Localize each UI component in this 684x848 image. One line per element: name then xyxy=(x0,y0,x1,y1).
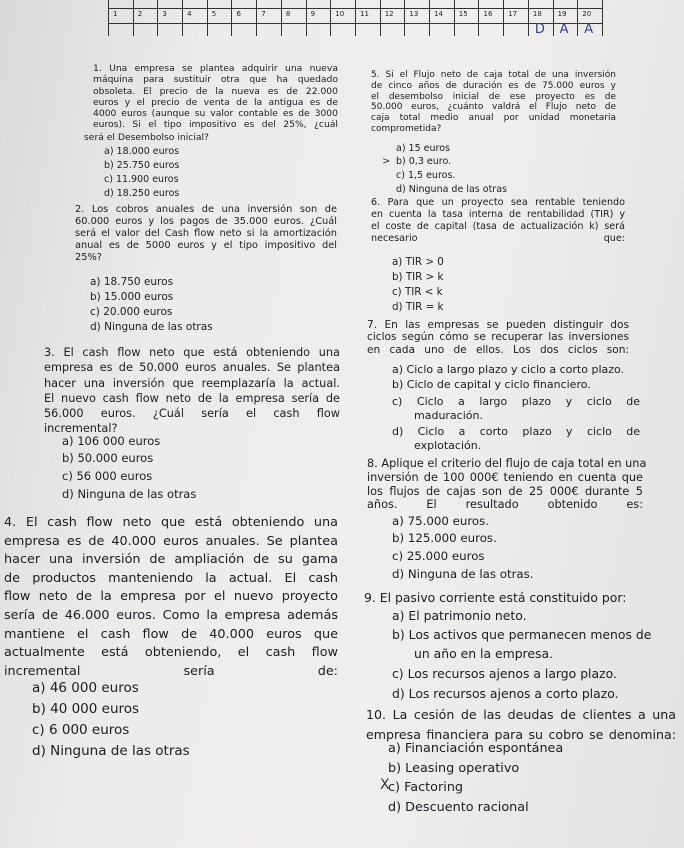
q9-option-a: a) El patrimonio neto. xyxy=(392,608,527,623)
q8-line: inversión de 100 000€ teniendo en cuenta que xyxy=(367,470,643,484)
answer-cell-8 xyxy=(282,0,307,36)
q7-option-d: d) Ciclo a corto plazo y ciclo de xyxy=(392,425,640,438)
answer-cell-number: 12 xyxy=(384,10,394,18)
handwritten-answer-20: A xyxy=(584,22,594,37)
q1-line: euros). Si el tipo impositivo es del 25%, ¿cuál xyxy=(93,119,338,131)
q4-line: actualmente está obteniendo, el cash flow xyxy=(4,645,338,661)
q8-option-a: a) 75.000 euros. xyxy=(392,514,490,528)
answer-cell-13 xyxy=(405,0,430,36)
q1-line: obsoleta. El precio de la nueva es de 22.000 xyxy=(93,85,338,97)
q3-option-d: d) Ninguna de las otras xyxy=(62,487,197,501)
answer-cell-11 xyxy=(356,0,381,36)
handwritten-mark-q10: X xyxy=(380,777,390,793)
q8-line: años. El resultado obtenido es: xyxy=(367,498,643,512)
q3-option-a: a) 106 000 euros xyxy=(62,434,161,448)
q3-line: empresa es de 50.000 euros anuales. Se plantea xyxy=(44,361,340,375)
answer-cell-2 xyxy=(134,0,159,36)
q2-option-d: d) Ninguna de las otras xyxy=(90,321,213,333)
q9-line: 9. El pasivo corriente está constituido por: xyxy=(364,590,627,605)
answer-cell-14 xyxy=(430,0,455,36)
q7-line: en cada uno de ellos. Los dos ciclos son: xyxy=(367,343,629,356)
q9-option-c: c) Los recursos ajenos a largo plazo. xyxy=(392,666,617,681)
handwritten-answer-19: A xyxy=(559,22,569,37)
q6-option-d: d) TIR = k xyxy=(392,301,444,313)
q4-line: sería de 46.000 euros. Como la empresa además xyxy=(4,607,338,623)
q4-option-b: b) 40 000 euros xyxy=(32,701,140,717)
q1-line: 1. Una empresa se plantea adquirir una nueva xyxy=(93,63,338,74)
answer-cell-number: 20 xyxy=(582,10,592,18)
q6-line: el coste de capital (tasa de actualización k) será xyxy=(371,221,625,232)
q5-line: 50.000 euros, ¿cuánto valdrá el Flujo neto de xyxy=(371,102,616,113)
answer-cell-4 xyxy=(183,0,208,36)
q1-line: máquina para sustituir otra que ha quedado xyxy=(93,74,338,86)
q4-line: mantiene el cash flow de 40.000 euros que xyxy=(4,626,338,642)
answer-cell-number: 17 xyxy=(508,10,518,18)
q9-option-d: d) Los recursos ajenos a corto plazo. xyxy=(392,686,619,701)
q4-line: empresa es de 40.000 euros anuales. Se plantea xyxy=(4,533,338,549)
answer-cell-10 xyxy=(331,0,356,36)
q1-line: será el Desembolso inicial? xyxy=(84,132,209,143)
answer-cell-7 xyxy=(257,0,282,36)
q6-line: necesario que: xyxy=(371,233,625,244)
answer-cell-9 xyxy=(307,0,332,36)
q5-line: comprometida? xyxy=(371,123,442,134)
q10-option-b: b) Leasing operativo xyxy=(388,761,520,776)
q6-option-c: c) TIR < k xyxy=(392,286,443,298)
answer-grid xyxy=(108,0,603,36)
answer-cell-number: 18 xyxy=(532,10,542,18)
q5-option-c: c) 1,5 euros. xyxy=(396,170,456,181)
q5-line: de cinco años de duración es de 75.000 euros y xyxy=(371,80,616,91)
q8-option-b: b) 125.000 euros. xyxy=(392,531,497,545)
q7-line: 7. En las empresas se pueden distinguir dos xyxy=(367,319,629,331)
q9-option-b-cont: un año en la empresa. xyxy=(414,646,553,661)
q4-option-d: d) Ninguna de las otras xyxy=(32,743,190,759)
q5-line: caja total medio anual por unidad monetaria xyxy=(371,113,616,124)
q4-line: incremental sería de: xyxy=(4,663,338,679)
answer-cell-number: 6 xyxy=(236,10,241,18)
q4-line: flow neto de la empresa por el nuevo proyecto xyxy=(4,589,338,605)
q2-line: será el valor del Cash flow neto si la amortización xyxy=(75,228,337,239)
answer-cell-number: 4 xyxy=(187,10,192,18)
q2-option-b: b) 15.000 euros xyxy=(90,291,174,303)
q3-line: El nuevo cash flow neto de la empresa sería de xyxy=(44,391,340,405)
answer-cell-number: 15 xyxy=(458,10,468,18)
q3-line: 3. El cash flow neto que está obteniendo una xyxy=(44,346,340,359)
q7-line: ciclos según cómo se recuperar las inversiones xyxy=(367,331,629,344)
q3-line: 56.000 euros. ¿Cuál sería el cash flow xyxy=(44,407,340,421)
q3-option-c: c) 56 000 euros xyxy=(62,469,153,483)
answer-cell-number: 14 xyxy=(434,10,444,18)
q10-option-c: c) Factoring xyxy=(388,780,464,795)
answer-cell-number: 11 xyxy=(360,10,369,18)
q1-option-b: b) 25.750 euros xyxy=(104,160,180,171)
q5-option-d: d) Ninguna de las otras xyxy=(396,184,507,195)
q8-option-d: d) Ninguna de las otras. xyxy=(392,567,534,581)
q1-option-d: d) 18.250 euros xyxy=(104,188,180,199)
answer-cell-number: 19 xyxy=(557,10,567,18)
q7-option-b: b) Ciclo de capital y ciclo financiero. xyxy=(392,378,591,391)
q6-option-a: a) TIR > 0 xyxy=(392,256,444,268)
q6-option-b: b) TIR > k xyxy=(392,271,444,283)
q1-option-c: c) 11.900 euros xyxy=(104,174,179,185)
q5-line: 5. Si el Flujo neto de caja total de una inversión xyxy=(371,70,616,80)
answer-cell-3 xyxy=(158,0,183,36)
q4-line: hacer una inversión de ampliación de su gama xyxy=(4,552,338,568)
answer-cell-number: 7 xyxy=(261,10,266,18)
q1-line: 4000 euros (aunque su valor contable es de 3000 xyxy=(93,108,338,120)
answer-cell-17 xyxy=(504,0,529,36)
q1-line: euros y el precio de venta de la antigua es de xyxy=(93,96,338,108)
q5-option-b: b) 0,3 euro. xyxy=(396,156,452,167)
answer-cell-number: 5 xyxy=(211,10,217,18)
q5-line: el desembolso inicial de ese proyecto es de xyxy=(371,91,616,102)
q10-line: 10. La cesión de las deudas de clientes a una xyxy=(366,707,676,722)
answer-cell-12 xyxy=(381,0,406,36)
q2-line: 2. Los cobros anuales de una inversión son de xyxy=(75,204,337,215)
q8-line: los flujos de cajas son de 25 000€ durante 5 xyxy=(367,484,643,498)
q8-line: 8. Aplique el criterio del flujo de caja total en una xyxy=(367,457,647,470)
q1-option-a: a) 18.000 euros xyxy=(104,146,180,157)
answer-cell-1 xyxy=(109,0,134,36)
answer-cell-number: 8 xyxy=(285,10,291,18)
q2-line: anual es de 5000 euros y el tipo impositivo del xyxy=(75,240,337,251)
q7-option-c-cont: maduración. xyxy=(414,409,483,422)
answer-cell-6 xyxy=(233,0,258,36)
answer-cell-15 xyxy=(455,0,480,36)
q2-line: 25%? xyxy=(75,252,102,263)
q7-option-d-cont: explotación. xyxy=(414,439,482,452)
q4-option-a: a) 46 000 euros xyxy=(32,680,139,696)
q3-line: hacer una inversión que reemplazaría la actual. xyxy=(44,376,340,390)
answer-cell-number: 1 xyxy=(113,10,118,18)
q2-option-a: a) 18.750 euros xyxy=(90,276,174,288)
answer-cell-number: 3 xyxy=(162,10,167,18)
q7-option-a: a) Ciclo a largo plazo y ciclo a corto plazo. xyxy=(392,363,625,376)
answer-cell-5 xyxy=(208,0,233,36)
q7-option-c: c) Ciclo a largo plazo y ciclo de xyxy=(392,395,640,408)
q4-option-c: c) 6 000 euros xyxy=(32,722,130,738)
answer-cell-number: 10 xyxy=(335,10,345,18)
q5-option-a: a) 15 euros xyxy=(396,143,450,154)
q6-line: 6. Para que un proyecto sea rentable teniendo xyxy=(371,197,625,208)
handwritten-answer-18: D xyxy=(534,22,545,37)
q4-line: 4. El cash flow neto que está obteniendo una xyxy=(4,515,338,530)
answer-cell-number: 9 xyxy=(310,10,316,18)
q10-option-d: d) Descuento racional xyxy=(388,800,529,815)
handwritten-mark-q5: > xyxy=(382,156,391,167)
q2-option-c: c) 20.000 euros xyxy=(90,306,173,318)
q10-option-a: a) Financiación espontánea xyxy=(388,741,564,756)
answer-cell-number: 16 xyxy=(483,10,493,18)
q10-line: empresa financiera para su cobro se denomina: xyxy=(366,727,676,742)
q6-line: en cuenta la tasa interna de rentabilidad (TIR) y xyxy=(371,209,625,220)
q9-option-b: b) Los activos que permanecen menos de xyxy=(392,627,652,642)
answer-cell-number: 13 xyxy=(409,10,419,18)
q8-option-c: c) 25.000 euros xyxy=(392,549,485,563)
q2-line: 60.000 euros y los pagos de 35.000 euros. ¿Cuál xyxy=(75,216,337,227)
q3-line: incremental? xyxy=(44,422,118,436)
q3-option-b: b) 50.000 euros xyxy=(62,451,154,465)
answer-cell-16 xyxy=(480,0,505,36)
q4-line: de productos manteniendo la actual. El cash xyxy=(4,570,338,586)
answer-cell-number: 2 xyxy=(137,10,143,18)
